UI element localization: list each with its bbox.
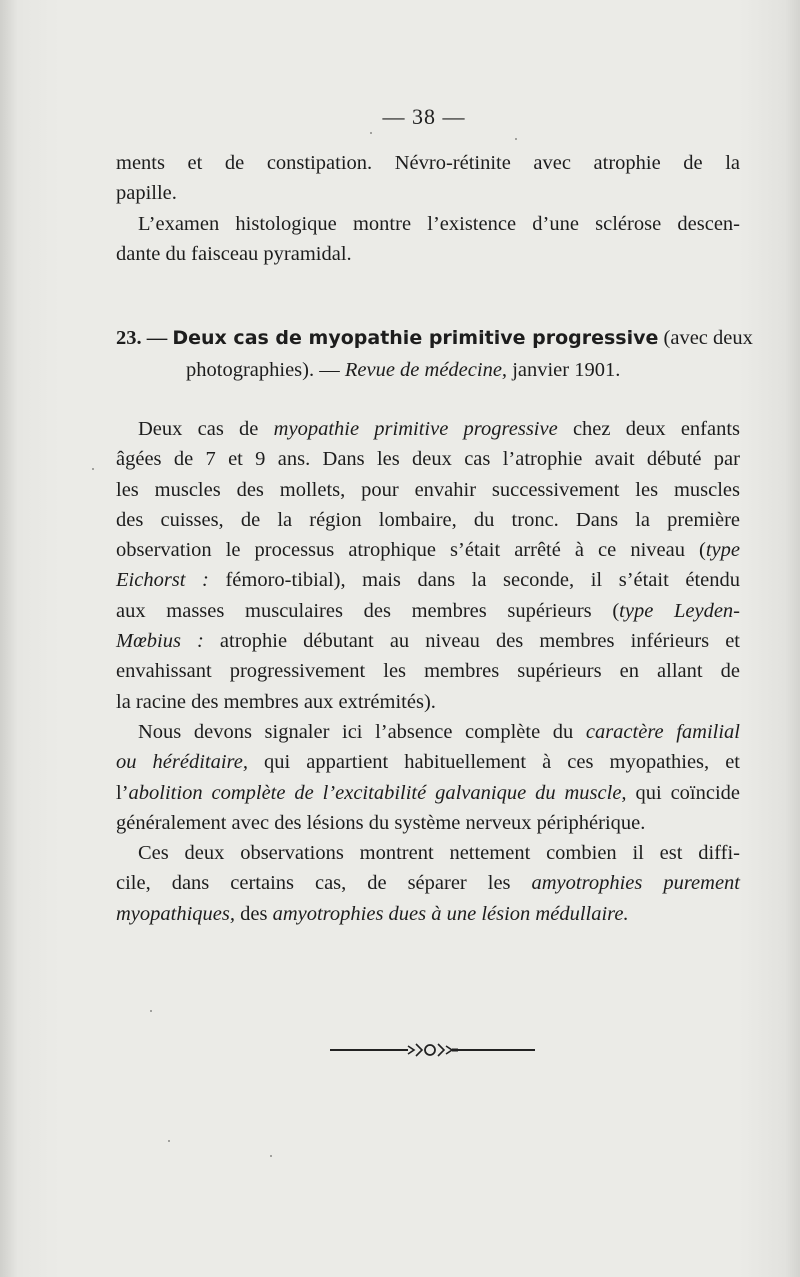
text-run: l’ — [116, 781, 129, 804]
entry-dash: — — [146, 327, 168, 349]
italic-term: amyotrophies purement — [531, 872, 740, 895]
entry-subtitle-start: (avec deux — [663, 327, 753, 349]
text-line: les muscles des mollets, pour envahir successivement les muscles — [116, 478, 740, 501]
text-run: qui appartient habituellement à ces myopathies, et — [264, 751, 740, 774]
italic-term: amyotrophies dues à une lésion médullaire. — [272, 902, 629, 925]
source-dash: — — [319, 359, 340, 381]
heading-line — [116, 322, 753, 354]
text-line: âgées de 7 et 9 ans. Dans les deux cas l’atrophie avait débuté par — [116, 448, 740, 471]
text-run: observation le processus atrophique s’était arrêté à ce niveau ( — [116, 539, 706, 562]
text-line: envahissant progressivement les membres supérieurs en allant de — [116, 660, 740, 683]
text-line: dante du faisceau pyramidal. — [116, 242, 352, 265]
italic-term: Eichorst : — [116, 569, 209, 592]
text-line: généralement avec des lésions du système nerveux périphérique. — [116, 811, 646, 834]
abstract-body — [116, 414, 740, 929]
text-line — [116, 868, 740, 898]
entry-title: Deux cas de myopathie primitive progressive — [172, 327, 659, 349]
text-line — [116, 747, 740, 777]
italic-term: ou héréditaire, — [116, 751, 248, 774]
text-line — [116, 414, 740, 444]
text-run: fémoro-tibial), mais dans la seconde, il s’était étendu — [225, 569, 741, 592]
text-line — [116, 596, 740, 626]
text-line — [116, 899, 740, 929]
decorative-rule-ornament — [330, 1040, 535, 1060]
italic-term: type Leyden- — [619, 599, 741, 622]
text-line: L’examen histologique montre l’existence d’une sclérose descen- — [138, 212, 740, 235]
text-run: aux masses musculaires des membres supérieurs ( — [116, 599, 620, 622]
continuation-paragraph — [116, 148, 740, 269]
text-line: des cuisses, de la région lombaire, du tronc. Dans la première — [116, 508, 740, 531]
text-run: qui coïncide — [635, 781, 741, 804]
entry-subtitle-end: photographies). — [186, 359, 315, 381]
page-number: — 38 — — [382, 104, 466, 129]
entry-heading — [116, 322, 753, 386]
text-line: la racine des membres aux extrémités). — [116, 690, 436, 713]
text-line — [116, 717, 740, 747]
text-line — [116, 565, 740, 595]
italic-term: Mœbius : — [116, 630, 204, 653]
text-run: des — [240, 902, 268, 925]
text-run: cile, dans certains cas, de séparer les — [116, 872, 511, 895]
italic-term: myopathiques, — [116, 902, 235, 925]
text-line — [116, 626, 740, 656]
text-run: atrophie débutant au niveau des membres inférieurs et — [219, 630, 740, 653]
journal-name: Revue de médecine, — [344, 359, 508, 381]
heading-line — [116, 354, 740, 386]
publication-date: janvier 1901. — [512, 359, 621, 381]
text-line — [116, 778, 740, 808]
text-line: Ces deux observations montrent nettement combien il est diffi- — [138, 842, 740, 865]
text-line: papille. — [116, 182, 177, 205]
entry-number: 23. — [116, 327, 142, 349]
text-run: Deux cas de — [138, 418, 259, 440]
italic-term: caractère familial — [585, 720, 741, 743]
italic-term: abolition complète de l’excitabilité galvanique du muscle, — [128, 781, 627, 804]
italic-term: type — [705, 539, 740, 562]
text-run: Nous devons signaler ici l’absence complète du — [138, 720, 574, 743]
text-run: chez deux enfants — [572, 418, 741, 440]
text-line — [116, 535, 740, 565]
text-line: ments et de constipation. Névro-rétinite avec atrophie de la — [116, 152, 740, 174]
italic-term: myopathie primitive progressive — [273, 418, 558, 440]
